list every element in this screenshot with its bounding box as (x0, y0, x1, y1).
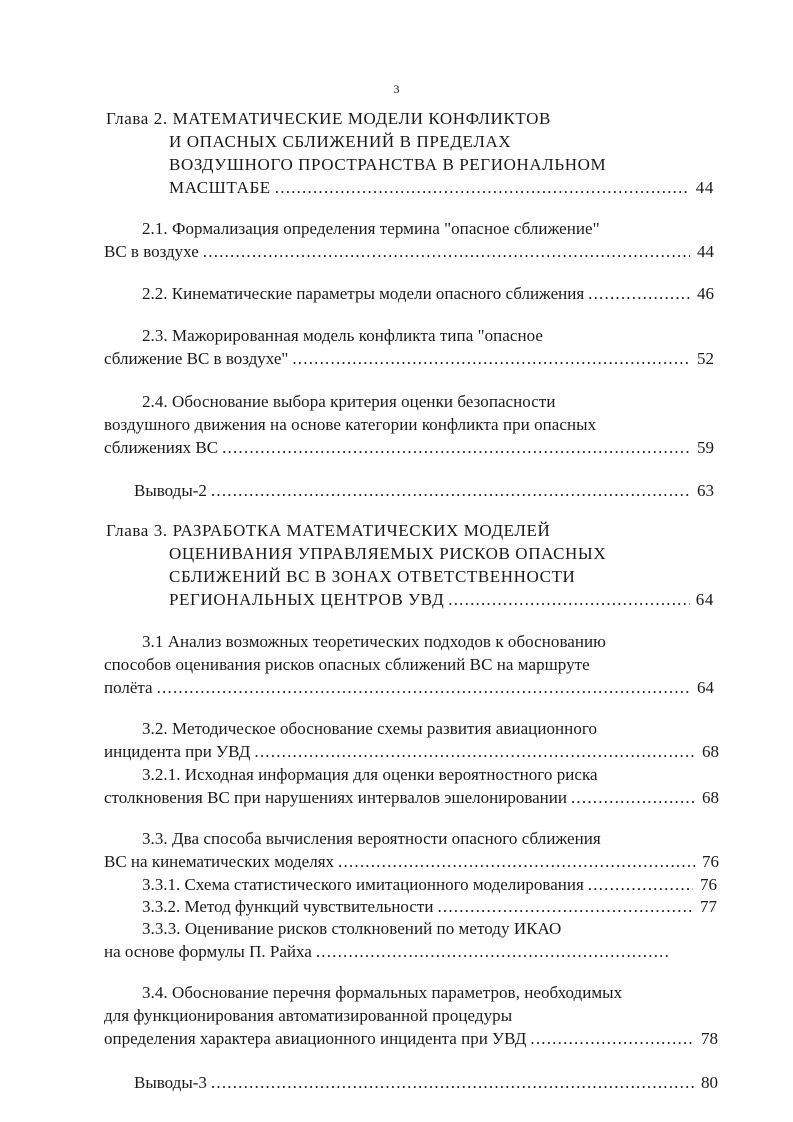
page-ref: 64 (695, 590, 714, 609)
toc-entry-3-2-line-1: 3.2. Методическое обоснование схемы развития авиационного (142, 719, 598, 738)
page-ref: 63 (697, 481, 714, 500)
page-ref: 44 (697, 242, 714, 261)
toc-entry-3-3-2[interactable] (142, 896, 717, 918)
toc-entry-2-4[interactable] (104, 437, 714, 459)
page-ref: 52 (697, 349, 714, 368)
leader-dots (211, 480, 690, 502)
toc-entry-text: столкновения ВС при нарушениях интервалов эшелонировании (104, 788, 567, 807)
page-ref: 76 (702, 852, 719, 871)
toc-entry-text: инцидента при УВД (104, 742, 251, 761)
page-ref: 59 (697, 438, 714, 457)
leader-dots (448, 589, 690, 611)
page-ref: 68 (702, 742, 719, 761)
toc-entry-text: ВС на кинематических моделях (104, 852, 335, 871)
leader-dots (292, 348, 690, 370)
toc-entry-2-3[interactable] (104, 348, 714, 370)
toc-entry-chapter2[interactable] (169, 177, 714, 199)
toc-entry-conclusions-3[interactable] (134, 1072, 718, 1094)
chapter2-title-line-3: ВОЗДУШНОГО ПРОСТРАНСТВА В РЕГИОНАЛЬНОМ (169, 155, 607, 174)
chapter3-title-line-3: СБЛИЖЕНИЙ ВС В ЗОНАХ ОТВЕТСТВЕННОСТИ (169, 567, 576, 586)
leader-dots (254, 741, 695, 763)
toc-entry-3-3-1[interactable] (142, 874, 717, 896)
toc-entry-text: РЕГИОНАЛЬНЫХ ЦЕНТРОВ УВД (169, 590, 445, 609)
page-ref: 44 (695, 178, 714, 197)
page-ref: 80 (701, 1073, 718, 1092)
page-ref: 77 (700, 897, 717, 916)
toc-entry-chapter3[interactable] (169, 589, 714, 611)
toc-entry-text: МАСШТАБЕ (169, 178, 271, 197)
toc-entry-3-2-1-line-1: 3.2.1. Исходная информация для оценки вероятностного риска (142, 765, 598, 784)
leader-dots (222, 437, 690, 459)
toc-entry-3-1[interactable] (104, 677, 714, 699)
toc-entry-3-3-line-1: 3.3. Два способа вычисления вероятности опасного сближения (142, 829, 601, 848)
toc-entry-2-2[interactable] (142, 283, 714, 305)
toc-entry-3-2[interactable] (104, 741, 719, 763)
chapter3-title-line-2: ОЦЕНИВАНИЯ УПРАВЛЯЕМЫХ РИСКОВ ОПАСНЫХ (169, 544, 607, 563)
toc-entry-2-1[interactable] (104, 241, 714, 263)
toc-entry-text: 2.2. Кинематические параметры модели опасного сближения (142, 284, 585, 303)
chapter2-title-line-2: И ОПАСНЫХ СБЛИЖЕНИЙ В ПРЕДЕЛАХ (169, 132, 512, 151)
leader-dots (211, 1072, 694, 1094)
page-ref: 68 (702, 788, 719, 807)
toc-entry-text: сближение ВС в воздухе" (104, 349, 289, 368)
toc-entry-text: 3.3.2. Метод функций чувствительности (142, 897, 434, 916)
toc-entry-text: определения характера авиационного инцидента при УВД (104, 1029, 527, 1048)
leader-dots (203, 241, 690, 263)
leader-dots (437, 896, 693, 918)
toc-entry-2-4-line-1: 2.4. Обоснование выбора критерия оценки безопасности (142, 392, 556, 411)
toc-entry-text: Выводы-3 (134, 1073, 207, 1092)
page-ref: 46 (697, 284, 714, 303)
leader-dots (316, 941, 670, 963)
toc-entry-2-3-line-1: 2.3. Мажорированная модель конфликта типа "опасное (142, 326, 543, 345)
toc-entry-3-4[interactable] (104, 1028, 718, 1050)
page-ref: 64 (697, 678, 714, 697)
toc-entry-2-4-line-2: воздушного движения на основе категории конфликта при опасных (104, 415, 597, 434)
toc-entry-text: 3.3.1. Схема статистического имитационного моделирования (142, 875, 584, 894)
page-ref: 78 (701, 1029, 718, 1048)
toc-entry-3-3-3-line-1: 3.3.3. Оценивание рисков столкновений по методу ИКАО (142, 919, 562, 938)
toc-entry-3-4-line-1: 3.4. Обоснование перечня формальных параметров, необходимых (142, 983, 623, 1002)
toc-entry-text: ВС в воздухе (104, 242, 199, 261)
toc-entry-3-3[interactable] (104, 851, 719, 873)
toc-entry-3-3-3[interactable] (104, 941, 694, 963)
page-number: 3 (393, 82, 400, 96)
toc-entry-3-1-line-2: способов оценивания рисков опасных сближений ВС на маршруте (104, 655, 590, 674)
leader-dots (588, 283, 690, 305)
leader-dots (530, 1028, 694, 1050)
leader-dots (588, 874, 693, 896)
chapter3-title-line-1: Глава 3. РАЗРАБОТКА МАТЕМАТИЧЕСКИХ МОДЕЛЕЙ (106, 521, 551, 540)
leader-dots (571, 787, 695, 809)
toc-entry-conclusions-2[interactable] (134, 480, 714, 502)
toc-entry-text: полёта (104, 678, 153, 697)
toc-entry-text: на основе формулы П. Райха (104, 942, 312, 961)
toc-entry-text: Выводы-2 (134, 481, 207, 500)
leader-dots (275, 177, 690, 199)
toc-entry-2-1-line-1: 2.1. Формализация определения термина "опасное сближение" (142, 219, 600, 238)
toc-entry-3-2-1[interactable] (104, 787, 719, 809)
toc-entry-3-1-line-1: 3.1 Анализ возможных теоретических подходов к обоснованию (142, 632, 606, 651)
page-ref: 76 (700, 875, 717, 894)
chapter2-title-line-1: Глава 2. МАТЕМАТИЧЕСКИЕ МОДЕЛИ КОНФЛИКТОВ (106, 109, 551, 128)
toc-entry-3-4-line-2: для функционирования автоматизированной процедуры (104, 1006, 513, 1025)
leader-dots (338, 851, 695, 873)
leader-dots (157, 677, 690, 699)
toc-entry-text: сближениях ВС (104, 438, 219, 457)
